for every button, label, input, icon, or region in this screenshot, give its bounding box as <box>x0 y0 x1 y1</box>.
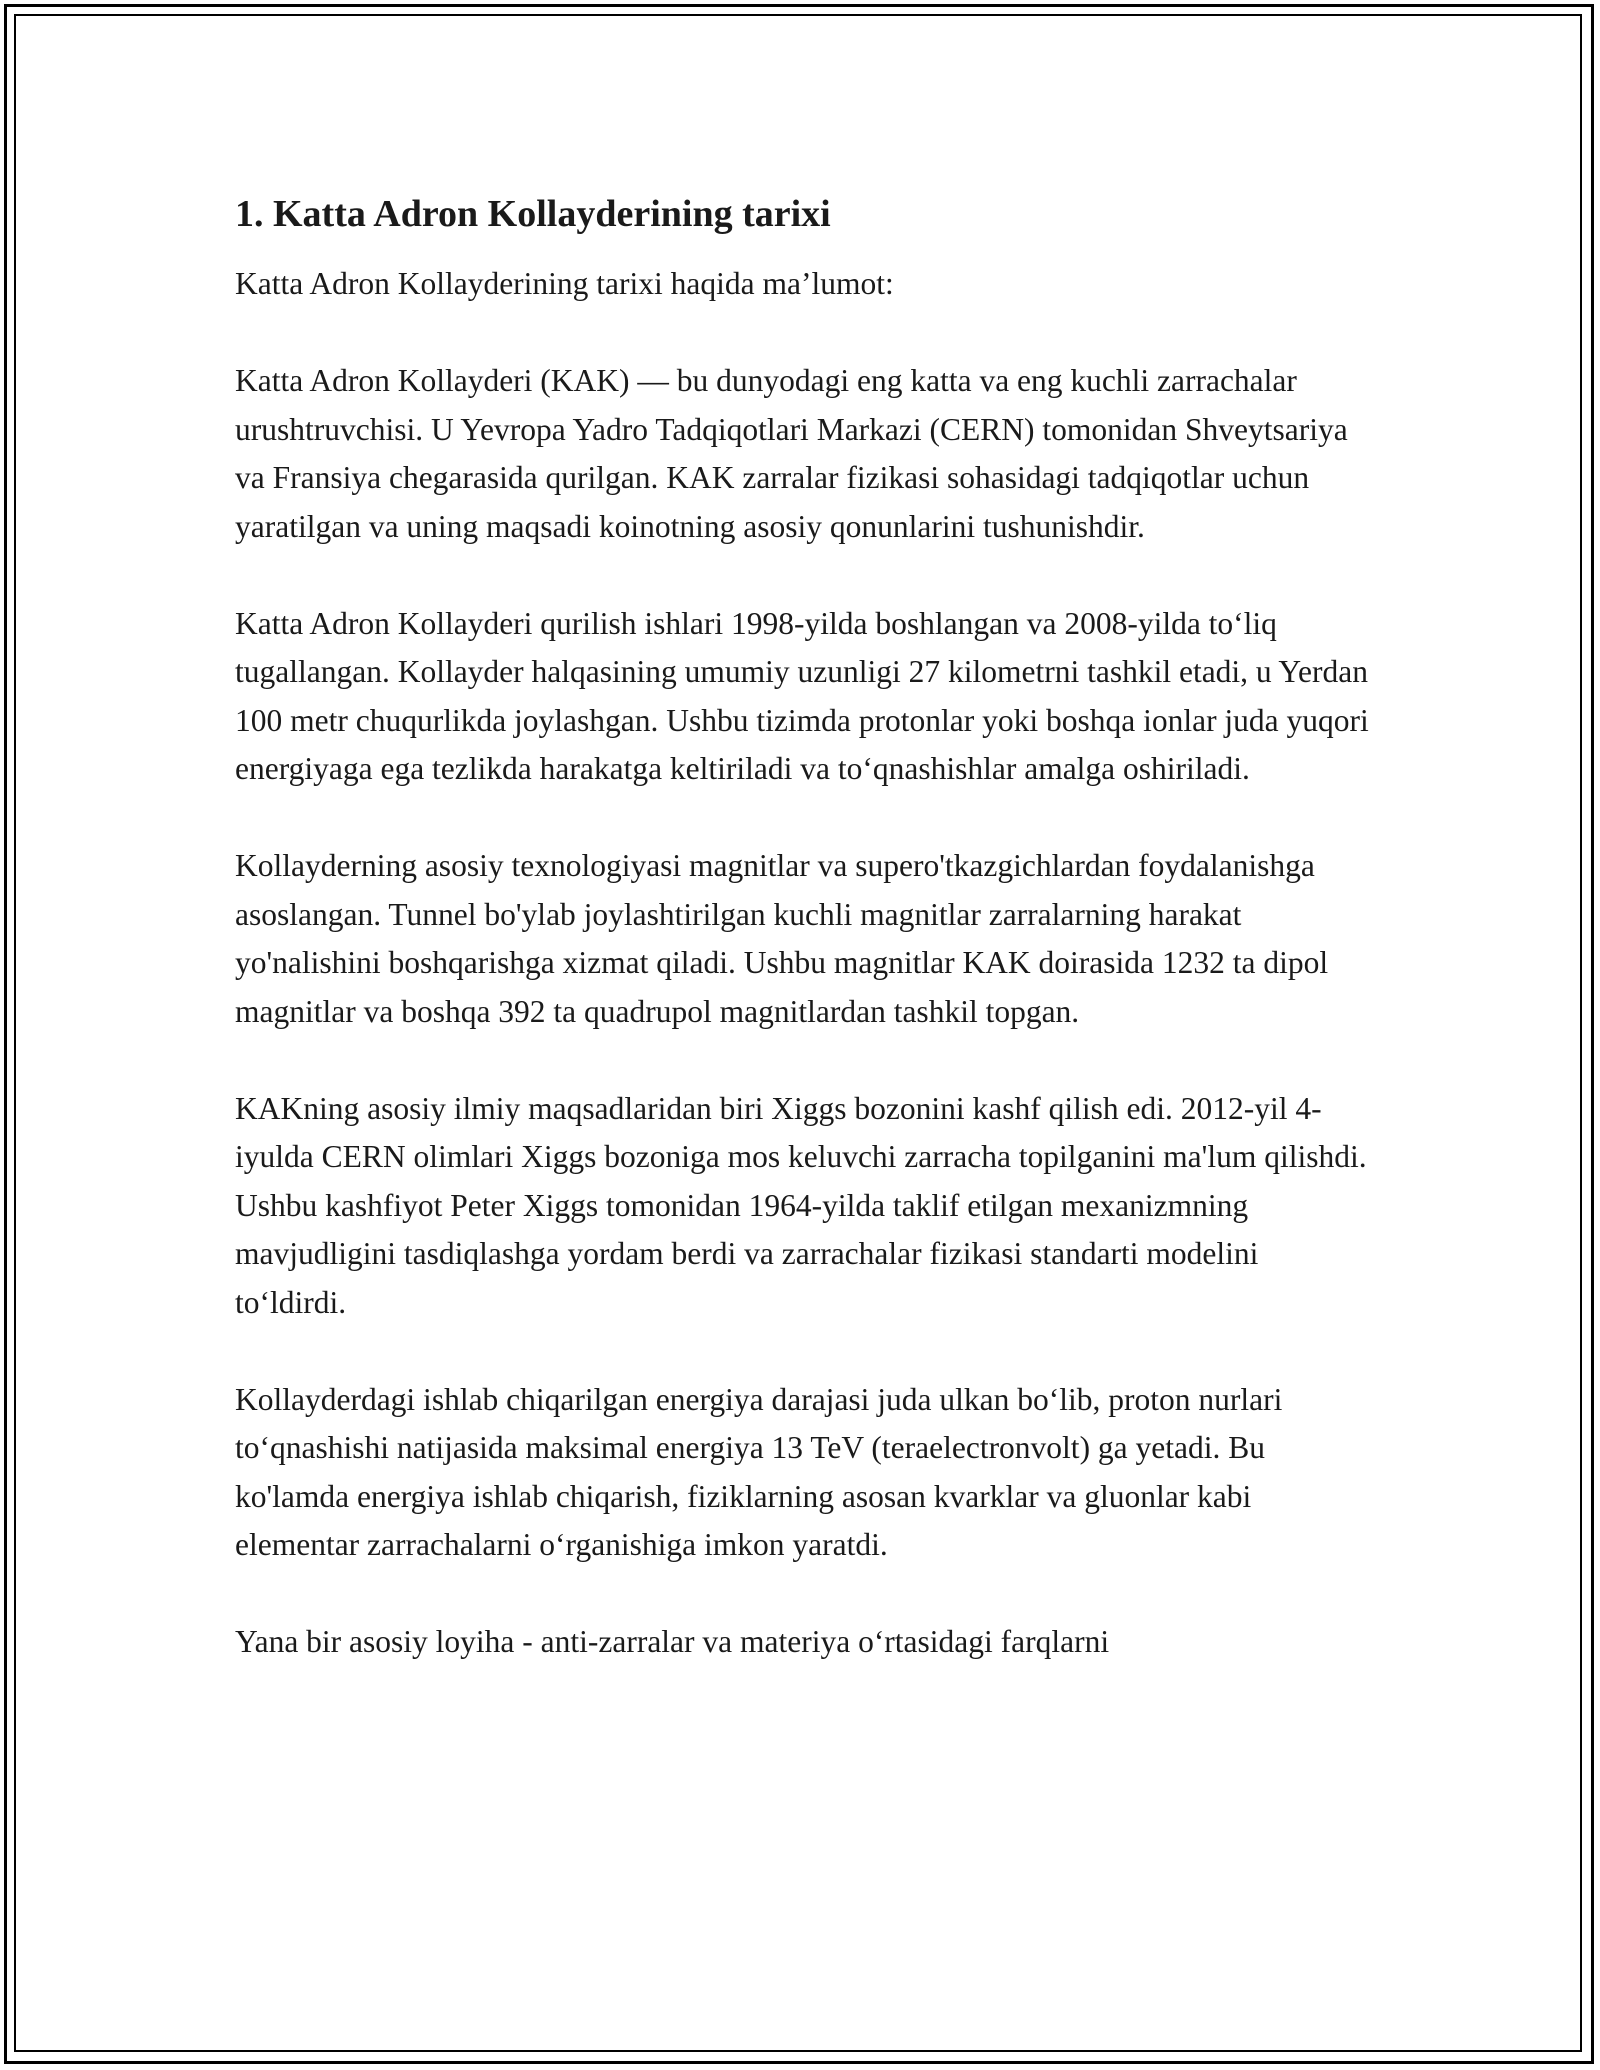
document-body <box>235 190 1375 1715</box>
paragraph-overview: Katta Adron Kollayderi (KAK) — bu dunyodagi eng katta va eng kuchli zarrachalar urushtruvchisi. U Yevropa Yadro Tadqiqotlari Markazi (CERN) tomonidan Shveytsariya va Fransiya chegarasida qurilgan. KAK zarralar fizikasi sohasidagi tadqiqotlar uchun yaratilgan va uning maqsadi koinotning asosiy qonunlarini tushunishdir. <box>235 363 1348 544</box>
paragraph-energy: Kollayderdagi ishlab chiqarilgan energiya darajasi juda ulkan bo‘lib, proton nurlari to‘qnashishi natijasida maksimal energiya 13 TeV (teraelectronvolt) ga yetadi. Bu ko'lamda energiya ishlab chiqarish, fiziklarning asosan kvarklar va gluonlar kabi elementar zarrachalarni o‘rganishiga imkon yaratdi. <box>235 1381 1283 1562</box>
intro-paragraph: Katta Adron Kollayderining tarixi haqida ma’lumot: <box>235 266 894 301</box>
paragraph-construction: Katta Adron Kollayderi qurilish ishlari 1998-yilda boshlangan va 2008-yilda to‘liq tugallangan. Kollayder halqasining umumiy uzunligi 27 kilometrni tashkil etadi, u Yerdan 100 metr chuqurlikda joylashgan. Ushbu tizimda protonlar yoki boshqa ionlar juda yuqori energiyaga ega tezlikda harakatga keltiriladi va to‘qnashishlar amalga oshiriladi. <box>235 605 1369 786</box>
paragraph-magnets: Kollayderning asosiy texnologiyasi magnitlar va supero'tkazgichlardan foydalanishga asoslangan. Tunnel bo'ylab joylashtirilgan kuchli magnitlar zarralarning harakat yo'nalishini boshqarishga xizmat qiladi. Ushbu magnitlar KAK doirasida 1232 ta dipol magnitlar va boshqa 392 ta quadrupol magnitlardan tashkil topgan. <box>235 848 1329 1029</box>
section-heading: 1. Katta Adron Kollayderining tarixi <box>235 193 831 235</box>
paragraph-higgs: KAKning asosiy ilmiy maqsadlaridan biri Xiggs bozonini kashf qilish edi. 2012-yil 4-iyulda CERN olimlari Xiggs bozoniga mos keluvchi zarracha topilganini ma'lum qilishdi. Ushbu kashfiyot Peter Xiggs tomonidan 1964-yilda taklif etilgan mexanizmning mavjudligini tasdiqlashga yordam berdi va zarrachalar fizikasi standarti modelini to‘ldirdi. <box>235 1090 1367 1320</box>
paragraph-antimatter: Yana bir asosiy loyiha - anti-zarralar va materiya o‘rtasidagi farqlarni <box>235 1624 1110 1659</box>
